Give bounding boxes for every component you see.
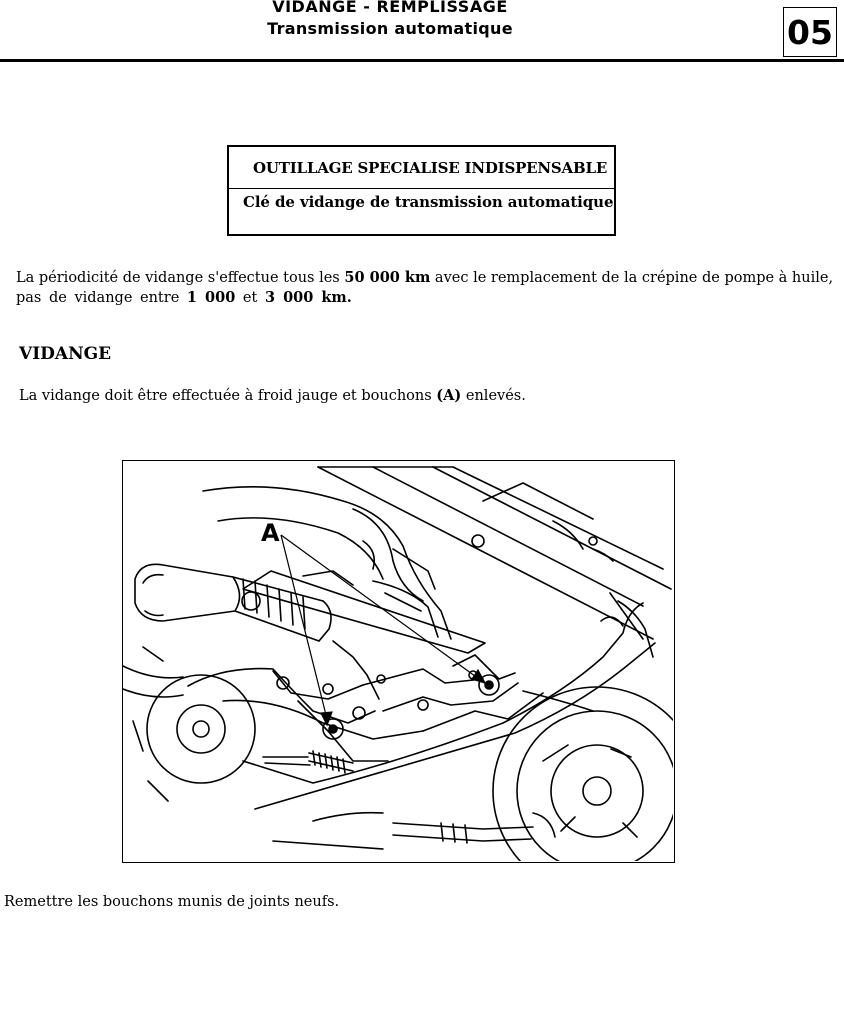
intro-text: et bbox=[235, 290, 265, 306]
intro-line-1 bbox=[16, 268, 833, 288]
callout-a-label: A bbox=[261, 519, 280, 547]
transmission-drawing bbox=[123, 461, 673, 861]
header-divider bbox=[0, 59, 844, 62]
intro-text: La périodicité de vidange s'effectue tous les bbox=[16, 270, 345, 286]
section-heading: VIDANGE bbox=[19, 344, 112, 364]
instruction-text: enlevés. bbox=[461, 388, 526, 404]
special-tools-heading: OUTILLAGE SPECIALISE INDISPENSABLE bbox=[229, 147, 614, 189]
range-end-value: 3 000 km. bbox=[264, 289, 352, 306]
transmission-drain-illustration bbox=[122, 460, 675, 863]
special-tool-item: Clé de vidange de transmission automatique bbox=[243, 193, 614, 211]
interval-value: 50 000 km bbox=[344, 269, 431, 286]
intro-text: pas de vidange entre bbox=[16, 290, 187, 306]
range-start-value: 1 000 bbox=[186, 289, 236, 306]
closing-instruction: Remettre les bouchons munis de joints neufs. bbox=[4, 894, 340, 910]
section-instruction bbox=[19, 386, 526, 406]
page-title: VIDANGE - REMPLISSAGE bbox=[272, 0, 508, 16]
section-number-box bbox=[783, 7, 837, 57]
plug-reference: (A) bbox=[436, 387, 462, 404]
instruction-text: La vidange doit être effectuée à froid jauge et bouchons bbox=[19, 388, 437, 404]
intro-line-2 bbox=[16, 288, 352, 308]
section-number: 05 bbox=[787, 12, 833, 52]
page-subtitle: Transmission automatique bbox=[267, 19, 513, 38]
special-tools-box bbox=[227, 145, 616, 236]
intro-text: avec le remplacement de la crépine de pompe à huile, bbox=[430, 270, 834, 286]
